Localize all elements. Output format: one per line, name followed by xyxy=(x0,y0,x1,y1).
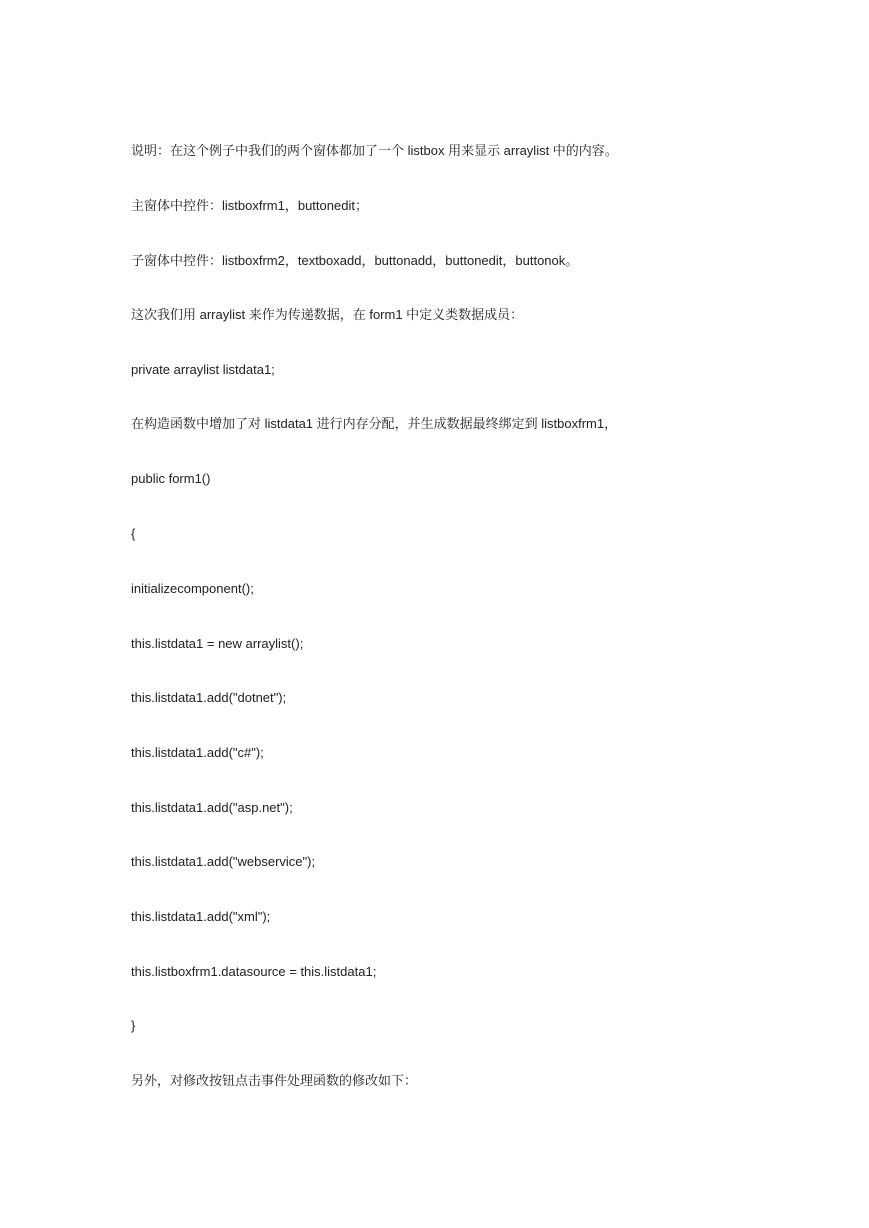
code-line: } xyxy=(131,1018,136,1033)
code-line: this.listboxfrm1.datasource = this.listdata1; xyxy=(131,964,377,979)
code-line: this.listdata1.add("dotnet"); xyxy=(131,690,287,705)
code-line: { xyxy=(131,526,136,541)
paragraph-main-form-controls: 主窗体中控件：listboxfrm1，buttonedit； xyxy=(131,198,368,213)
code-line: this.listdata1 = new arraylist(); xyxy=(131,636,304,651)
paragraph-child-form-controls: 子窗体中控件：listboxfrm2，textboxadd，buttonadd，buttonedit，buttonok。 xyxy=(131,253,579,268)
code-line: initializecomponent(); xyxy=(131,581,254,596)
code-line: this.listdata1.add("xml"); xyxy=(131,909,271,924)
paragraph-arraylist-intro: 这次我们用 arraylist 来作为传递数据，在 form1 中定义类数据成员： xyxy=(131,307,524,322)
code-line: this.listdata1.add("webservice"); xyxy=(131,854,316,869)
code-line: this.listdata1.add("asp.net"); xyxy=(131,800,293,815)
paragraph-constructor-note: 在构造函数中增加了对 listdata1 进行内存分配，并生成数据最终绑定到 listboxfrm1， xyxy=(131,416,618,431)
code-line: private arraylist listdata1; xyxy=(131,362,275,377)
code-line: this.listdata1.add("c#"); xyxy=(131,745,264,760)
paragraph-description: 说明：在这个例子中我们的两个窗体都加了一个 listbox 用来显示 arraylist 中的内容。 xyxy=(131,143,618,158)
code-line: public form1() xyxy=(131,471,211,486)
paragraph-edit-button-note: 另外，对修改按钮点击事件处理函数的修改如下： xyxy=(131,1073,418,1088)
